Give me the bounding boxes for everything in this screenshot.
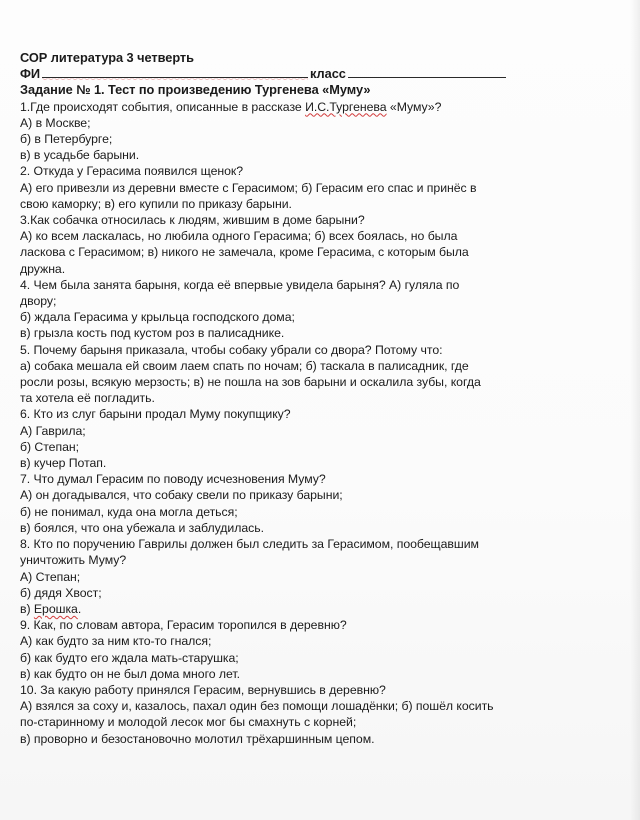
- fi-field[interactable]: [42, 66, 308, 78]
- question-3-options-line-3: дружна.: [20, 261, 66, 276]
- question-4: 4. Чем была занята барыня, когда её впервые увидела барыня? А) гуляла по: [20, 277, 460, 292]
- question-10-options-line-2: по-старинному и молодой лесок мог бы смахнуть с корней;: [20, 715, 357, 730]
- question-1-author: И.С.Тургенева: [305, 99, 387, 114]
- document-title: СОР литература 3 четверть: [20, 50, 194, 65]
- question-8-option-c: [20, 601, 622, 617]
- question-9-option-b: б) как будто его ждала мать-старушка;: [20, 650, 239, 665]
- question-10-options-line-1: А) взялся за соху и, казалось, пахал один без помощи лошадёнки; б) пошёл косить: [20, 699, 494, 714]
- question-5-options-line-2: росли розы, всякую мерзость; в) не пошла на зов барыни и оскалила зубы, когда: [20, 375, 481, 390]
- question-10: 10. За какую работу принялся Герасим, вернувшись в деревню?: [20, 682, 386, 697]
- question-2-options-line-2: свою каморку; в) его купили по приказу барыни.: [20, 196, 292, 211]
- page-edge-shadow: [630, 0, 640, 820]
- question-8: 8. Кто по поручению Гаврилы должен был следить за Герасимом, пообещавшим: [20, 537, 479, 552]
- question-9: 9. Как, по словам автора, Герасим торопился в деревню?: [20, 618, 347, 633]
- question-6-option-a: А) Гаврила;: [20, 423, 86, 438]
- question-8-option-c-suffix: .: [77, 601, 82, 616]
- question-2: 2. Откуда у Герасима появился щенок?: [20, 164, 244, 179]
- question-8-option-a: А) Степан;: [20, 569, 81, 584]
- question-6-option-c: в) кучер Потап.: [20, 456, 107, 471]
- question-8-option-c-word: Ерошка: [33, 601, 78, 616]
- question-1-option-c: в) в усадьбе барыни.: [20, 148, 140, 163]
- task-title: Задание № 1. Тест по произведению Тургенева «Муму»: [20, 82, 371, 98]
- question-4-option-b: б) ждала Герасима у крыльца господского дома;: [20, 310, 295, 325]
- student-info-row: [20, 66, 622, 82]
- question-5-options-line-1: а) собака мешала ей своим лаем спать по ночам; б) таскала в палисадник, где: [20, 358, 469, 373]
- question-9-option-a: А) как будто за ним кто-то гнался;: [20, 634, 212, 649]
- question-10-options-line-3: в) проворно и безостановочно молотил трёхаршинным цепом.: [20, 731, 375, 746]
- question-3-options-line-2: ласкова с Герасимом; в) никого не замечала, кроме Герасима, с которым была: [20, 245, 469, 260]
- question-8-option-c-prefix: в): [20, 601, 34, 616]
- class-label: класс: [310, 66, 346, 82]
- question-1-option-b: б) в Петербурге;: [20, 132, 113, 147]
- question-7-option-c: в) боялся, что она убежала и заблудилась.: [20, 520, 264, 535]
- question-6: 6. Кто из слуг барыни продал Муму покупщику?: [20, 407, 291, 422]
- question-6-option-b: б) Степан;: [20, 439, 79, 454]
- question-1-text-after: «Муму»?: [386, 99, 442, 114]
- class-field[interactable]: [348, 66, 506, 78]
- question-8-option-b: б) дядя Хвост;: [20, 585, 102, 600]
- question-5-options-line-3: та хотела её погладить.: [20, 391, 155, 406]
- worksheet: [20, 50, 622, 747]
- question-5: 5. Почему барыня приказала, чтобы собаку убрали со двора? Потому что:: [20, 342, 443, 357]
- question-1-text-before: 1.Где происходят события, описанные в рассказе: [20, 99, 306, 114]
- question-8-line-2: уничтожить Муму?: [20, 553, 127, 568]
- question-9-option-c: в) как будто он не был дома много лет.: [20, 666, 241, 681]
- question-7-option-b: б) не понимал, куда она могла деться;: [20, 504, 238, 519]
- question-3: 3.Как собачка относилась к людям, жившим в доме барыни?: [20, 213, 365, 228]
- question-3-options-line-1: А) ко всем ласкалась, но любила одного Герасима; б) всех боялась, но была: [20, 229, 458, 244]
- fi-label: ФИ: [20, 66, 41, 82]
- question-1-option-a: А) в Москве;: [20, 115, 91, 130]
- question-4-option-c: в) грызла кость под кустом роз в палисаднике.: [20, 326, 285, 341]
- question-7: 7. Что думал Герасим по поводу исчезновения Муму?: [20, 472, 326, 487]
- question-1: [20, 99, 622, 115]
- question-2-options-line-1: А) его привезли из деревни вместе с Герасимом; б) Герасим его спас и принёс в: [20, 180, 477, 195]
- question-7-option-a: А) он догадывался, что собаку свели по приказу барыни;: [20, 488, 343, 503]
- question-4-line-2: двору;: [20, 294, 57, 309]
